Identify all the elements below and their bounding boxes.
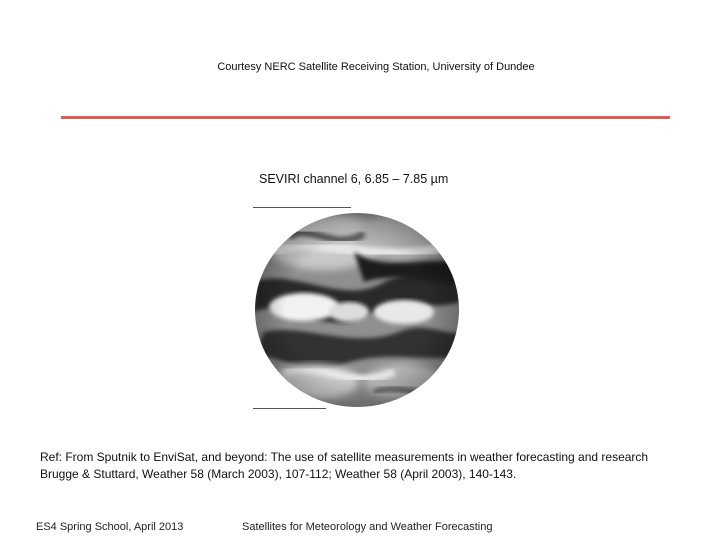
accent-divider — [61, 116, 670, 119]
reference-line-1: Ref: From Sputnik to EnviSat, and beyond: The use of satellite measurements in weather forecasting and research — [40, 450, 649, 464]
figure-caption: SEVIRI channel 6, 6.85 – 7.85 µm — [259, 172, 449, 186]
figure-baseline — [253, 408, 326, 409]
footer-event: ES4 Spring School, April 2013 — [36, 521, 184, 533]
footer-title: Satellites for Meteorology and Weather Forecasting — [242, 521, 493, 533]
courtesy-credit: Courtesy NERC Satellite Receiving Station, University of Dundee — [217, 61, 535, 73]
caption-underline — [253, 207, 351, 208]
reference-text — [40, 449, 710, 483]
reference-line-2: Brugge & Stuttard, Weather 58 (March 2003), 107-112; Weather 58 (April 2003), 140-143. — [40, 467, 517, 481]
satellite-globe-image — [254, 212, 460, 408]
